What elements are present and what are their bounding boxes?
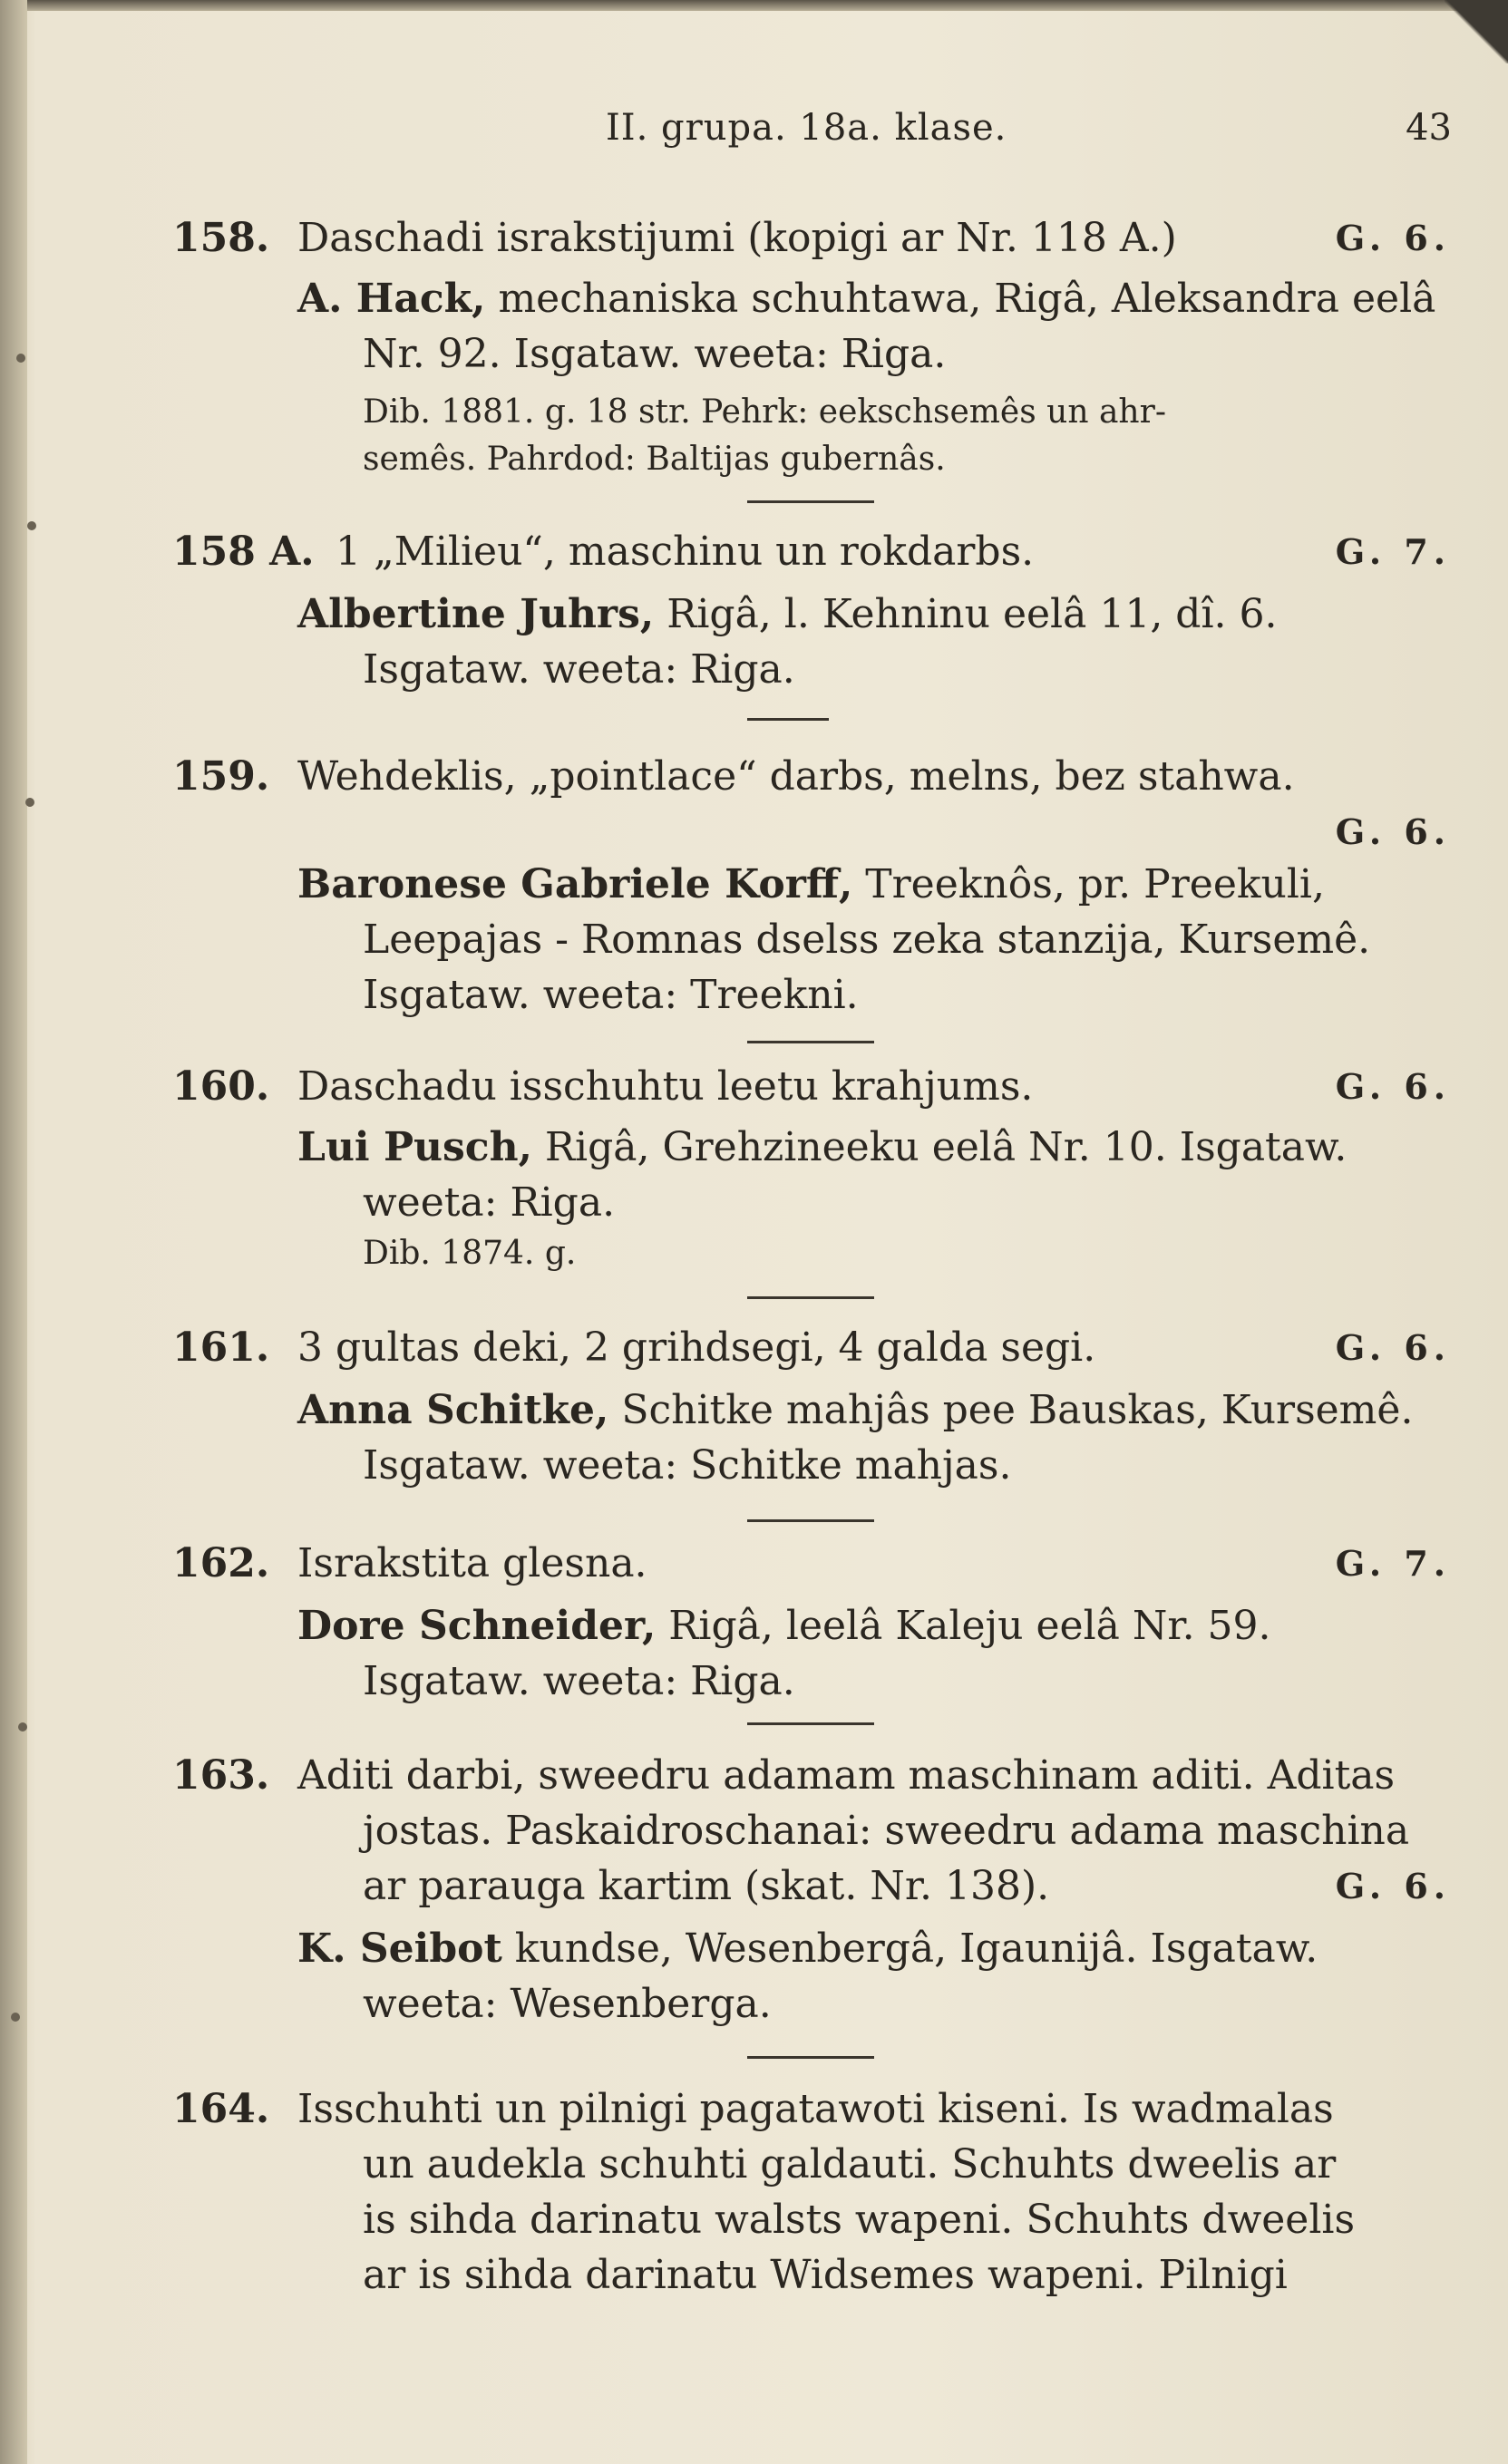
exhibitor-location: weeta: Wesenberga. [363,1981,772,2027]
separator-rule [747,718,829,721]
entry-number: 163. [172,1752,270,1799]
entry-title-cont: un audekla schuhti galdauti. Schuhts dweelis ar [363,2141,1337,2188]
catalog-entry [172,210,1451,483]
header-section-label: II. grupa. 18a. klase. [606,107,1007,149]
entry-title-cont: ar is sihda darinatu Widsemes wapeni. Pilnigi [363,2252,1288,2298]
entry-number: 161. [172,1324,270,1371]
exhibitor-name: K. Seibot [297,1926,502,1972]
exhibitor-location: Isgataw. weeta: Riga. [363,646,795,693]
entry-title: 3 gultas deki, 2 grihdsegi, 4 galda segi. [297,1324,1096,1371]
exhibitor-details: Rigâ, Grehzineeku eelâ Nr. 10. Isgataw. [531,1124,1347,1170]
entry-number: 162. [172,1540,270,1586]
separator-rule [747,1296,874,1299]
entry-title-cont: ar parauga kartim (skat. Nr. 138). [363,1863,1050,1909]
exhibitor-location: weeta: Riga. [363,1179,616,1226]
exhibitor-location: Nr. 92. Isgataw. weeta: Riga. [363,331,947,377]
entry-number: 164. [172,2086,270,2132]
grade-label: G. 6. [1335,1066,1451,1107]
entry-number: 158 A. [172,529,315,575]
exhibitor-details: Schitke mahjâs pee Bauskas, Kursemê. [608,1387,1414,1433]
page-corner-shadow [1445,0,1508,63]
entry-title: Israkstita glesna. [297,1540,647,1586]
exhibitor-name: A. Hack, [297,276,486,322]
exhibitor-name: Dore Schneider, [297,1603,657,1649]
margin-speck [18,1722,27,1732]
grade-label: G. 6. [1335,1866,1451,1906]
exhibitor-details: Rigâ, l. Kehninu eelâ 11, dî. 6. [654,591,1278,637]
page-number: 43 [1406,107,1452,149]
grade-label: G. 6. [1335,218,1451,258]
separator-rule [747,500,874,503]
entry-title: Daschadi israkstijumi (kopigi ar Nr. 118 A.) [297,215,1177,261]
entry-title-cont: jostas. Paskaidroschanai: sweedru adama maschina [363,1808,1410,1854]
entry-number: 159. [172,753,270,800]
grade-label: G. 6. [1335,811,1451,852]
margin-speck [25,798,34,807]
exhibitor-pickup-place: Isgataw. weeta: Treekni. [363,972,859,1018]
catalog-entry [172,524,1451,697]
exhibitor-location: Leepajas - Romnas dselss zeka stanzija, Kursemê. [363,917,1371,963]
founding-note: Dib. 1881. g. 18 str. Pehrk: eekschsemês un ahr- [363,393,1166,431]
separator-rule [747,1519,874,1522]
exhibitor-details: mechaniska schuhtawa, Rigâ, Aleksandra eelâ [485,276,1436,322]
grade-label: G. 6. [1335,1327,1451,1368]
exhibitor-name: Baronese Gabriele Korff, [297,861,853,907]
margin-speck [16,354,25,363]
grade-label: G. 7. [1335,531,1451,572]
separator-rule [747,1041,874,1043]
entry-title: Aditi darbi, sweedru adamam maschinam aditi. Aditas [297,1752,1396,1799]
page-top-edge [0,0,1508,11]
exhibitor-location: Isgataw. weeta: Schitke mahjas. [363,1442,1012,1489]
catalog-entry [172,1059,1451,1277]
entry-title: Isschuhti un pilnigi pagatawoti kiseni. Is wadmalas [297,2086,1334,2132]
exhibitor-name: Anna Schitke, [297,1387,609,1433]
page-spine-shadow [0,0,27,2464]
exhibitor-name: Lui Pusch, [297,1124,532,1170]
exhibitor-name: Albertine Juhrs, [297,591,655,637]
entry-title: Daschadu isschuhtu leetu krahjums. [297,1063,1034,1110]
catalog-entry [172,749,1451,1023]
separator-rule [747,2056,874,2059]
exhibitor-details: Treeknôs, pr. Preekuli, [852,861,1325,907]
margin-speck [11,2013,20,2022]
catalog-entry [172,1320,1451,1493]
exhibitor-location: Isgataw. weeta: Riga. [363,1658,795,1704]
founding-note: Dib. 1874. g. [363,1235,577,1272]
catalog-entry [172,2081,1451,2303]
entry-number: 160. [172,1063,270,1110]
exhibitor-details: Rigâ, leelâ Kaleju eelâ Nr. 59. [656,1603,1271,1649]
margin-speck [27,521,36,530]
entry-number: 158. [172,215,270,261]
running-header [0,107,1508,152]
exhibitor-details: kundse, Wesenbergâ, Igaunijâ. Isgataw. [501,1926,1318,1972]
entry-title-cont: is sihda darinatu walsts wapeni. Schuhts dweelis [363,2197,1356,2243]
grade-label: G. 7. [1335,1543,1451,1584]
entry-title: Wehdeklis, „pointlace“ darbs, melns, bez stahwa. [297,753,1295,800]
separator-rule [747,1722,874,1725]
sales-note: semês. Pahrdod: Baltijas gubernâs. [363,441,946,478]
entry-title: 1 „Milieu“, maschinu un rokdarbs. [336,529,1035,575]
catalog-entry [172,1748,1451,2032]
catalog-entry [172,1536,1451,1709]
